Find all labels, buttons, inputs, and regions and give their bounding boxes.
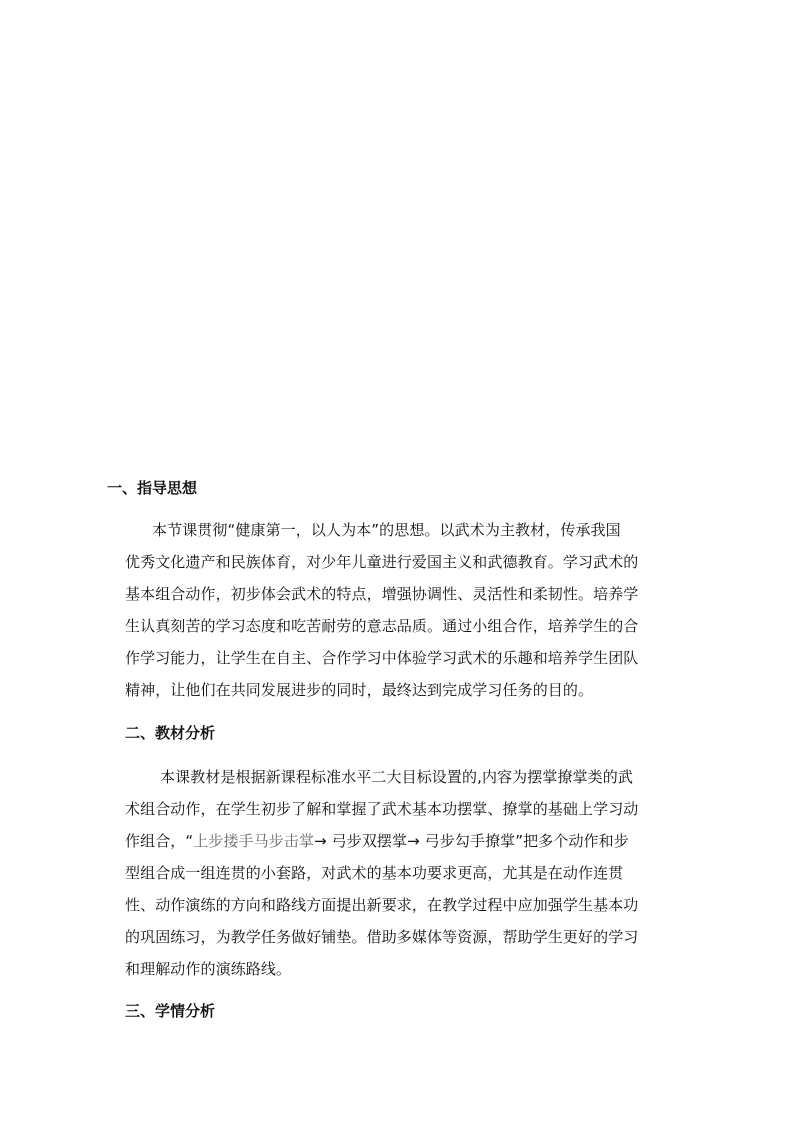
paragraph-line: 性、动作演练的方向和路线方面提出新要求，在教学过程中应加强学生基本功	[125, 896, 639, 914]
section-heading-student-analysis: 三、学情分析	[125, 1002, 216, 1020]
section-heading-guiding-ideology: 一、指导思想	[107, 479, 198, 497]
paragraph-line: 优秀文化遗产和民族体育，对少年儿童进行爱国主义和武德教育。学习武术的	[125, 553, 639, 571]
paragraph-line: 作学习能力，让学生在自主、合作学习中体验学习武术的乐趣和培养学生团队	[125, 649, 639, 667]
paragraph-line: 生认真刻苦的学习态度和吃苦耐劳的意志品质。通过小组合作，培养学生的合	[125, 617, 639, 635]
section-heading-material-analysis: 二、教材分析	[125, 724, 216, 742]
paragraph-line: 本节课贯彻“健康第一，以人为本”的思想。以武术为主教材，传承我国	[152, 521, 621, 539]
highlighted-movement-name: 上步搂手马步击掌	[193, 832, 315, 850]
paragraph-line: 术组合动作，在学生初步了解和掌握了武术基本功摆掌、撩掌的基础上学习动	[125, 800, 639, 818]
text-segment: 作组合，“	[125, 832, 194, 850]
paragraph-line: 的巩固练习，为教学任务做好铺垫。借助多媒体等资源，帮助学生更好的学习	[125, 928, 639, 946]
paragraph-line-mixed	[125, 831, 629, 851]
text-segment: → 弓步双摆掌→ 弓步勾手撩掌”把多个动作和步	[314, 832, 629, 850]
paragraph-line: 本课教材是根据新课程标准水平二大目标设置的,内容为摆掌撩掌类的武	[160, 768, 633, 786]
paragraph-line: 型组合成一组连贯的小套路，对武术的基本功要求更高，尤其是在动作连贯	[125, 864, 624, 882]
paragraph-line: 基本组合动作，初步体会武术的特点，增强协调性、灵活性和柔韧性。培养学	[125, 585, 639, 603]
paragraph-line: 精神，让他们在共同发展进步的同时，最终达到完成学习任务的目的。	[125, 681, 594, 699]
paragraph-line: 和理解动作的演练路线。	[125, 960, 292, 978]
